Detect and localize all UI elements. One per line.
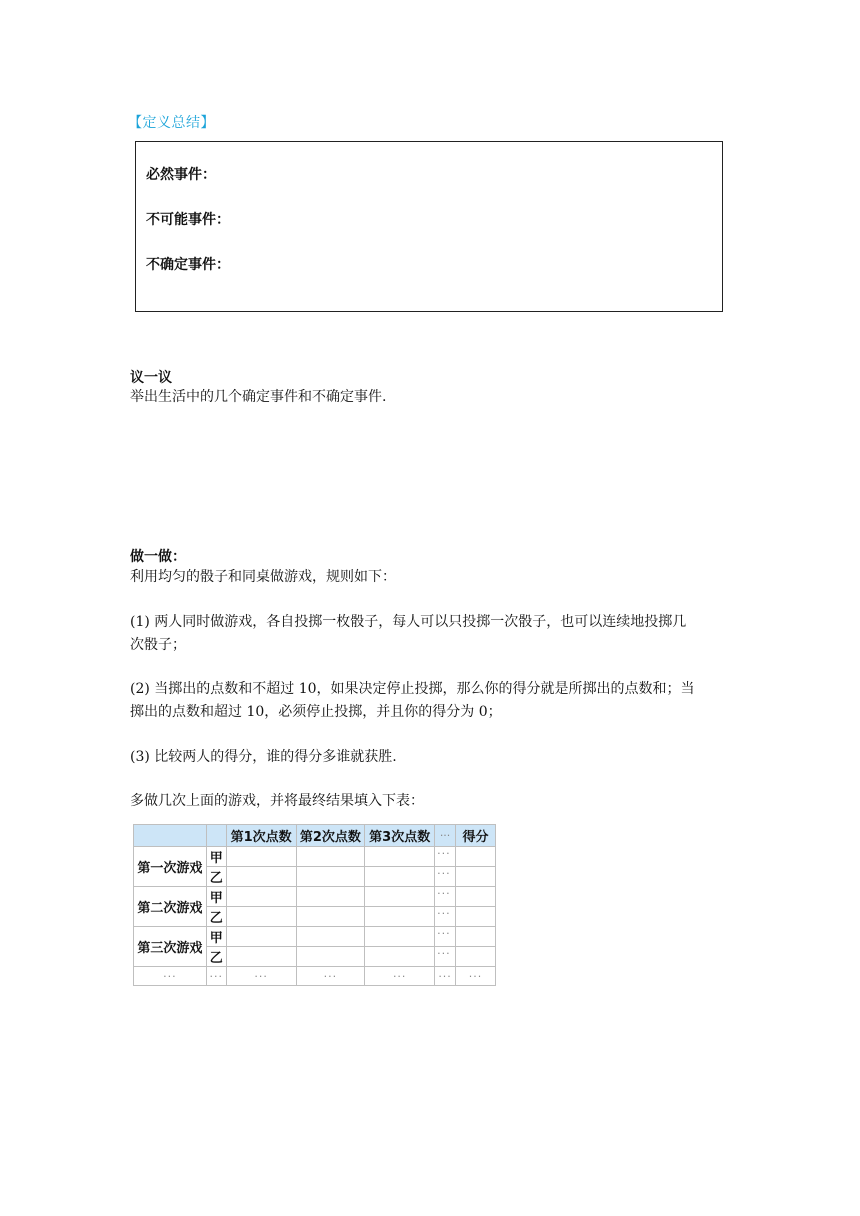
table-row: [134, 847, 496, 867]
cell-ellipsis: ···: [435, 967, 456, 986]
player-label: 乙: [206, 867, 226, 887]
cell-roll-3[interactable]: [365, 927, 435, 947]
cell-ellipsis: ···: [435, 907, 456, 927]
player-label: 甲: [206, 847, 226, 867]
cell-score[interactable]: [456, 867, 496, 887]
table-header-row: [134, 825, 496, 847]
cell-roll-1[interactable]: [226, 847, 296, 867]
game-1-label: 第一次游戏: [134, 847, 207, 887]
definition-impossible: 不可能事件：: [146, 212, 230, 228]
cell-ellipsis: ···: [296, 967, 365, 986]
cell-ellipsis: ···: [435, 867, 456, 887]
header-score: 得分: [456, 825, 496, 847]
discuss-text: 举出生活中的几个确定事件和不确定事件.: [130, 389, 387, 405]
cell-roll-3[interactable]: [365, 867, 435, 887]
definition-uncertain: 不确定事件：: [146, 257, 230, 273]
rule-2-line-2: 掷出的点数和超过 10，必须停止投掷，并且你的得分为 0；: [130, 704, 502, 720]
cell-roll-2[interactable]: [296, 847, 365, 867]
definition-certain: 必然事件：: [146, 167, 216, 183]
player-label: 乙: [206, 947, 226, 967]
results-table: [133, 824, 496, 986]
definition-box: [135, 141, 723, 312]
cell-roll-3[interactable]: [365, 947, 435, 967]
cell-score[interactable]: [456, 927, 496, 947]
table-row: [134, 887, 496, 907]
header-roll-2: 第2次点数: [296, 825, 365, 847]
cell-ellipsis: ···: [435, 847, 456, 867]
header-empty-2: [206, 825, 226, 847]
cell-ellipsis: ···: [435, 887, 456, 907]
header-ellipsis: ···: [435, 825, 456, 847]
cell-roll-2[interactable]: [296, 867, 365, 887]
cell-roll-2[interactable]: [296, 907, 365, 927]
cell-ellipsis: ···: [456, 967, 496, 986]
header-roll-3: 第3次点数: [365, 825, 435, 847]
cell-roll-3[interactable]: [365, 847, 435, 867]
rule-3: (3) 比较两人的得分，谁的得分多谁就获胜.: [130, 749, 397, 765]
cell-score[interactable]: [456, 847, 496, 867]
cell-ellipsis: ···: [226, 967, 296, 986]
cell-ellipsis: ···: [435, 947, 456, 967]
cell-score[interactable]: [456, 907, 496, 927]
header-empty-1: [134, 825, 207, 847]
header-roll-1: 第1次点数: [226, 825, 296, 847]
activity-title: 做一做：: [130, 549, 186, 565]
cell-roll-3[interactable]: [365, 907, 435, 927]
cell-ellipsis: ···: [206, 967, 226, 986]
player-label: 乙: [206, 907, 226, 927]
table-row-ellipsis: [134, 967, 496, 986]
activity-instruction: 多做几次上面的游戏，并将最终结果填入下表：: [130, 793, 424, 809]
game-3-label: 第三次游戏: [134, 927, 207, 967]
cell-roll-1[interactable]: [226, 887, 296, 907]
cell-roll-1[interactable]: [226, 867, 296, 887]
rule-2-line-1: (2) 当掷出的点数和不超过 10，如果决定停止投掷，那么你的得分就是所掷出的点数和；当: [130, 681, 695, 697]
cell-roll-3[interactable]: [365, 887, 435, 907]
table-row: [134, 927, 496, 947]
section-title: 【定义总结】: [128, 115, 215, 131]
player-label: 甲: [206, 927, 226, 947]
cell-roll-2[interactable]: [296, 887, 365, 907]
cell-score[interactable]: [456, 947, 496, 967]
game-2-label: 第二次游戏: [134, 887, 207, 927]
discuss-title: 议一议: [130, 370, 172, 386]
cell-roll-2[interactable]: [296, 927, 365, 947]
cell-ellipsis: ···: [365, 967, 435, 986]
activity-intro: 利用均匀的骰子和同桌做游戏，规则如下：: [130, 569, 396, 585]
player-label: 甲: [206, 887, 226, 907]
rule-1-line-1: (1) 两人同时做游戏，各自投掷一枚骰子，每人可以只投掷一次骰子，也可以连续地投掷几: [130, 614, 687, 630]
rule-1-line-2: 次骰子；: [130, 637, 186, 653]
cell-roll-1[interactable]: [226, 927, 296, 947]
cell-roll-1[interactable]: [226, 907, 296, 927]
cell-score[interactable]: [456, 887, 496, 907]
cell-ellipsis: ···: [435, 927, 456, 947]
cell-ellipsis: ···: [134, 967, 207, 986]
cell-roll-2[interactable]: [296, 947, 365, 967]
cell-roll-1[interactable]: [226, 947, 296, 967]
